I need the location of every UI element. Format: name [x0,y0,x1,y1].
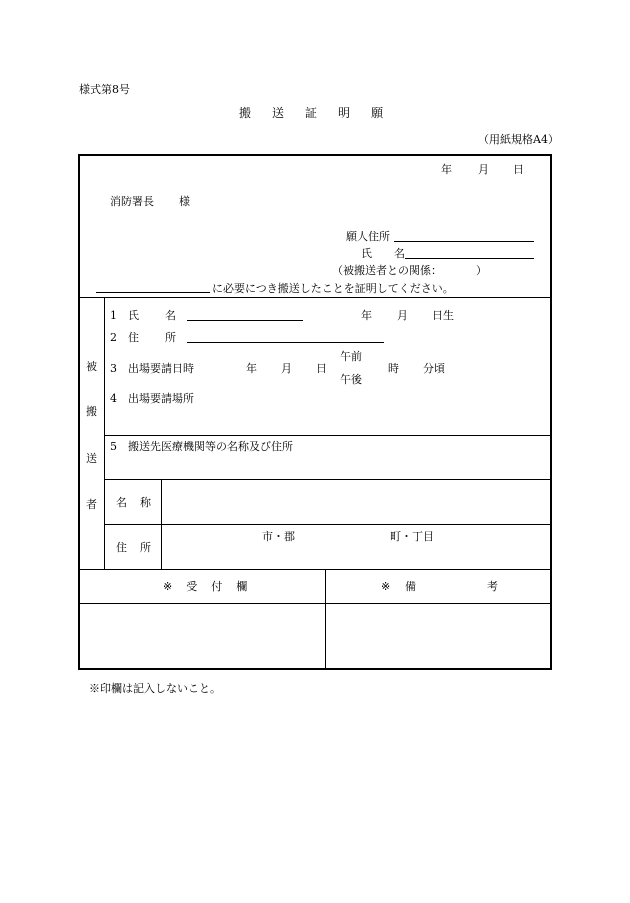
item-2-label-2: 所 [165,331,176,344]
date-day-label: 日 [513,163,524,176]
item-1-name-line[interactable] [187,320,303,321]
city-label: 市・郡 [262,530,295,543]
item-4-label: 出場要請場所 [128,392,194,405]
section-label-divider [104,298,105,569]
relation-label: （被搬送者との関係： [332,264,442,277]
certify-text: に必要につき搬送したことを証明してください。 [212,282,454,295]
item-5-number: 5 [110,440,117,453]
item-5-divider [105,435,551,436]
title-char-2: 送 [272,106,285,120]
item-3-hour: 時 [388,362,399,375]
item-3-month: 月 [281,362,292,375]
item-1-month: 月 [397,309,408,322]
remarks-field [326,604,551,669]
item-1-label-1: 氏 [128,309,139,322]
addressee-honorific: 様 [179,195,190,208]
title-char-5: 願 [371,106,384,120]
town-label: 町・丁目 [390,530,434,543]
title-char-1: 搬 [239,106,252,120]
hospital-name-label-1: 名 [116,496,127,509]
reception-field [80,604,325,669]
item-3-am: 午前 [340,350,362,363]
item-4-number: 4 [110,392,117,405]
title-char-3: 証 [305,106,318,120]
applicant-address-line[interactable] [394,241,534,242]
reception-header-char-2: 付 [211,580,223,593]
applicant-name-label-2: 名 [394,247,405,260]
remarks-header-char-1: 備 [405,580,416,593]
title-char-4: 明 [338,106,351,120]
item-1-birthday: 日生 [432,309,454,322]
item-1-number: 1 [110,309,117,322]
hospital-address-label-1: 住 [116,541,127,554]
reception-header-char-1: 受 [186,580,198,593]
hospital-address-field[interactable] [162,525,551,569]
item-3-year: 年 [246,362,257,375]
item-5-label: 搬送先医療機関等の名称及び住所 [128,440,293,453]
footer-note: ※印欄は記入しないこと。 [89,682,221,695]
item-3-day: 日 [316,362,327,375]
section-label-char-1: 被 [86,360,97,373]
item-3-minute: 分頃 [423,362,445,375]
applicant-name-label-1: 氏 [361,247,372,260]
item-3-pm: 午後 [340,373,362,386]
applicant-address-label: 願人住所 [346,230,390,243]
item-2-label-1: 住 [128,331,139,344]
item-3-label: 出場要請日時 [128,362,194,375]
hospital-address-label-2: 所 [140,541,151,554]
hospital-name-label-2: 称 [140,496,151,509]
section-label-char-3: 送 [86,452,97,465]
upper-section-divider [79,297,551,298]
item-1-year: 年 [361,309,372,322]
date-month-label: 月 [478,163,489,176]
purpose-line[interactable] [96,292,210,293]
paper-size-note: （用紙規格A4） [478,133,559,146]
item-3-number: 3 [110,362,117,375]
section-label-char-4: 者 [86,498,97,511]
applicant-name-line[interactable] [405,258,534,259]
date-year-label: 年 [441,163,452,176]
reception-header [163,581,247,592]
item-2-address-line[interactable] [187,342,384,343]
hospital-name-field[interactable] [162,480,551,524]
form-number: 様式第8号 [79,83,130,96]
page-title [239,107,383,119]
form-frame [78,154,552,670]
bottom-section-top [79,569,551,570]
reception-header-mark: ※ [163,580,173,593]
section-label-char-2: 搬 [86,405,97,418]
item-1-label-2: 名 [165,309,176,322]
reception-header-char-3: 欄 [236,580,248,593]
remarks-header-char-2: 考 [487,580,498,593]
addressee-name: 消防署長 [110,195,154,208]
relation-close: ） [476,264,487,277]
item-2-number: 2 [110,331,117,344]
remarks-header-mark: ※ [381,580,391,593]
